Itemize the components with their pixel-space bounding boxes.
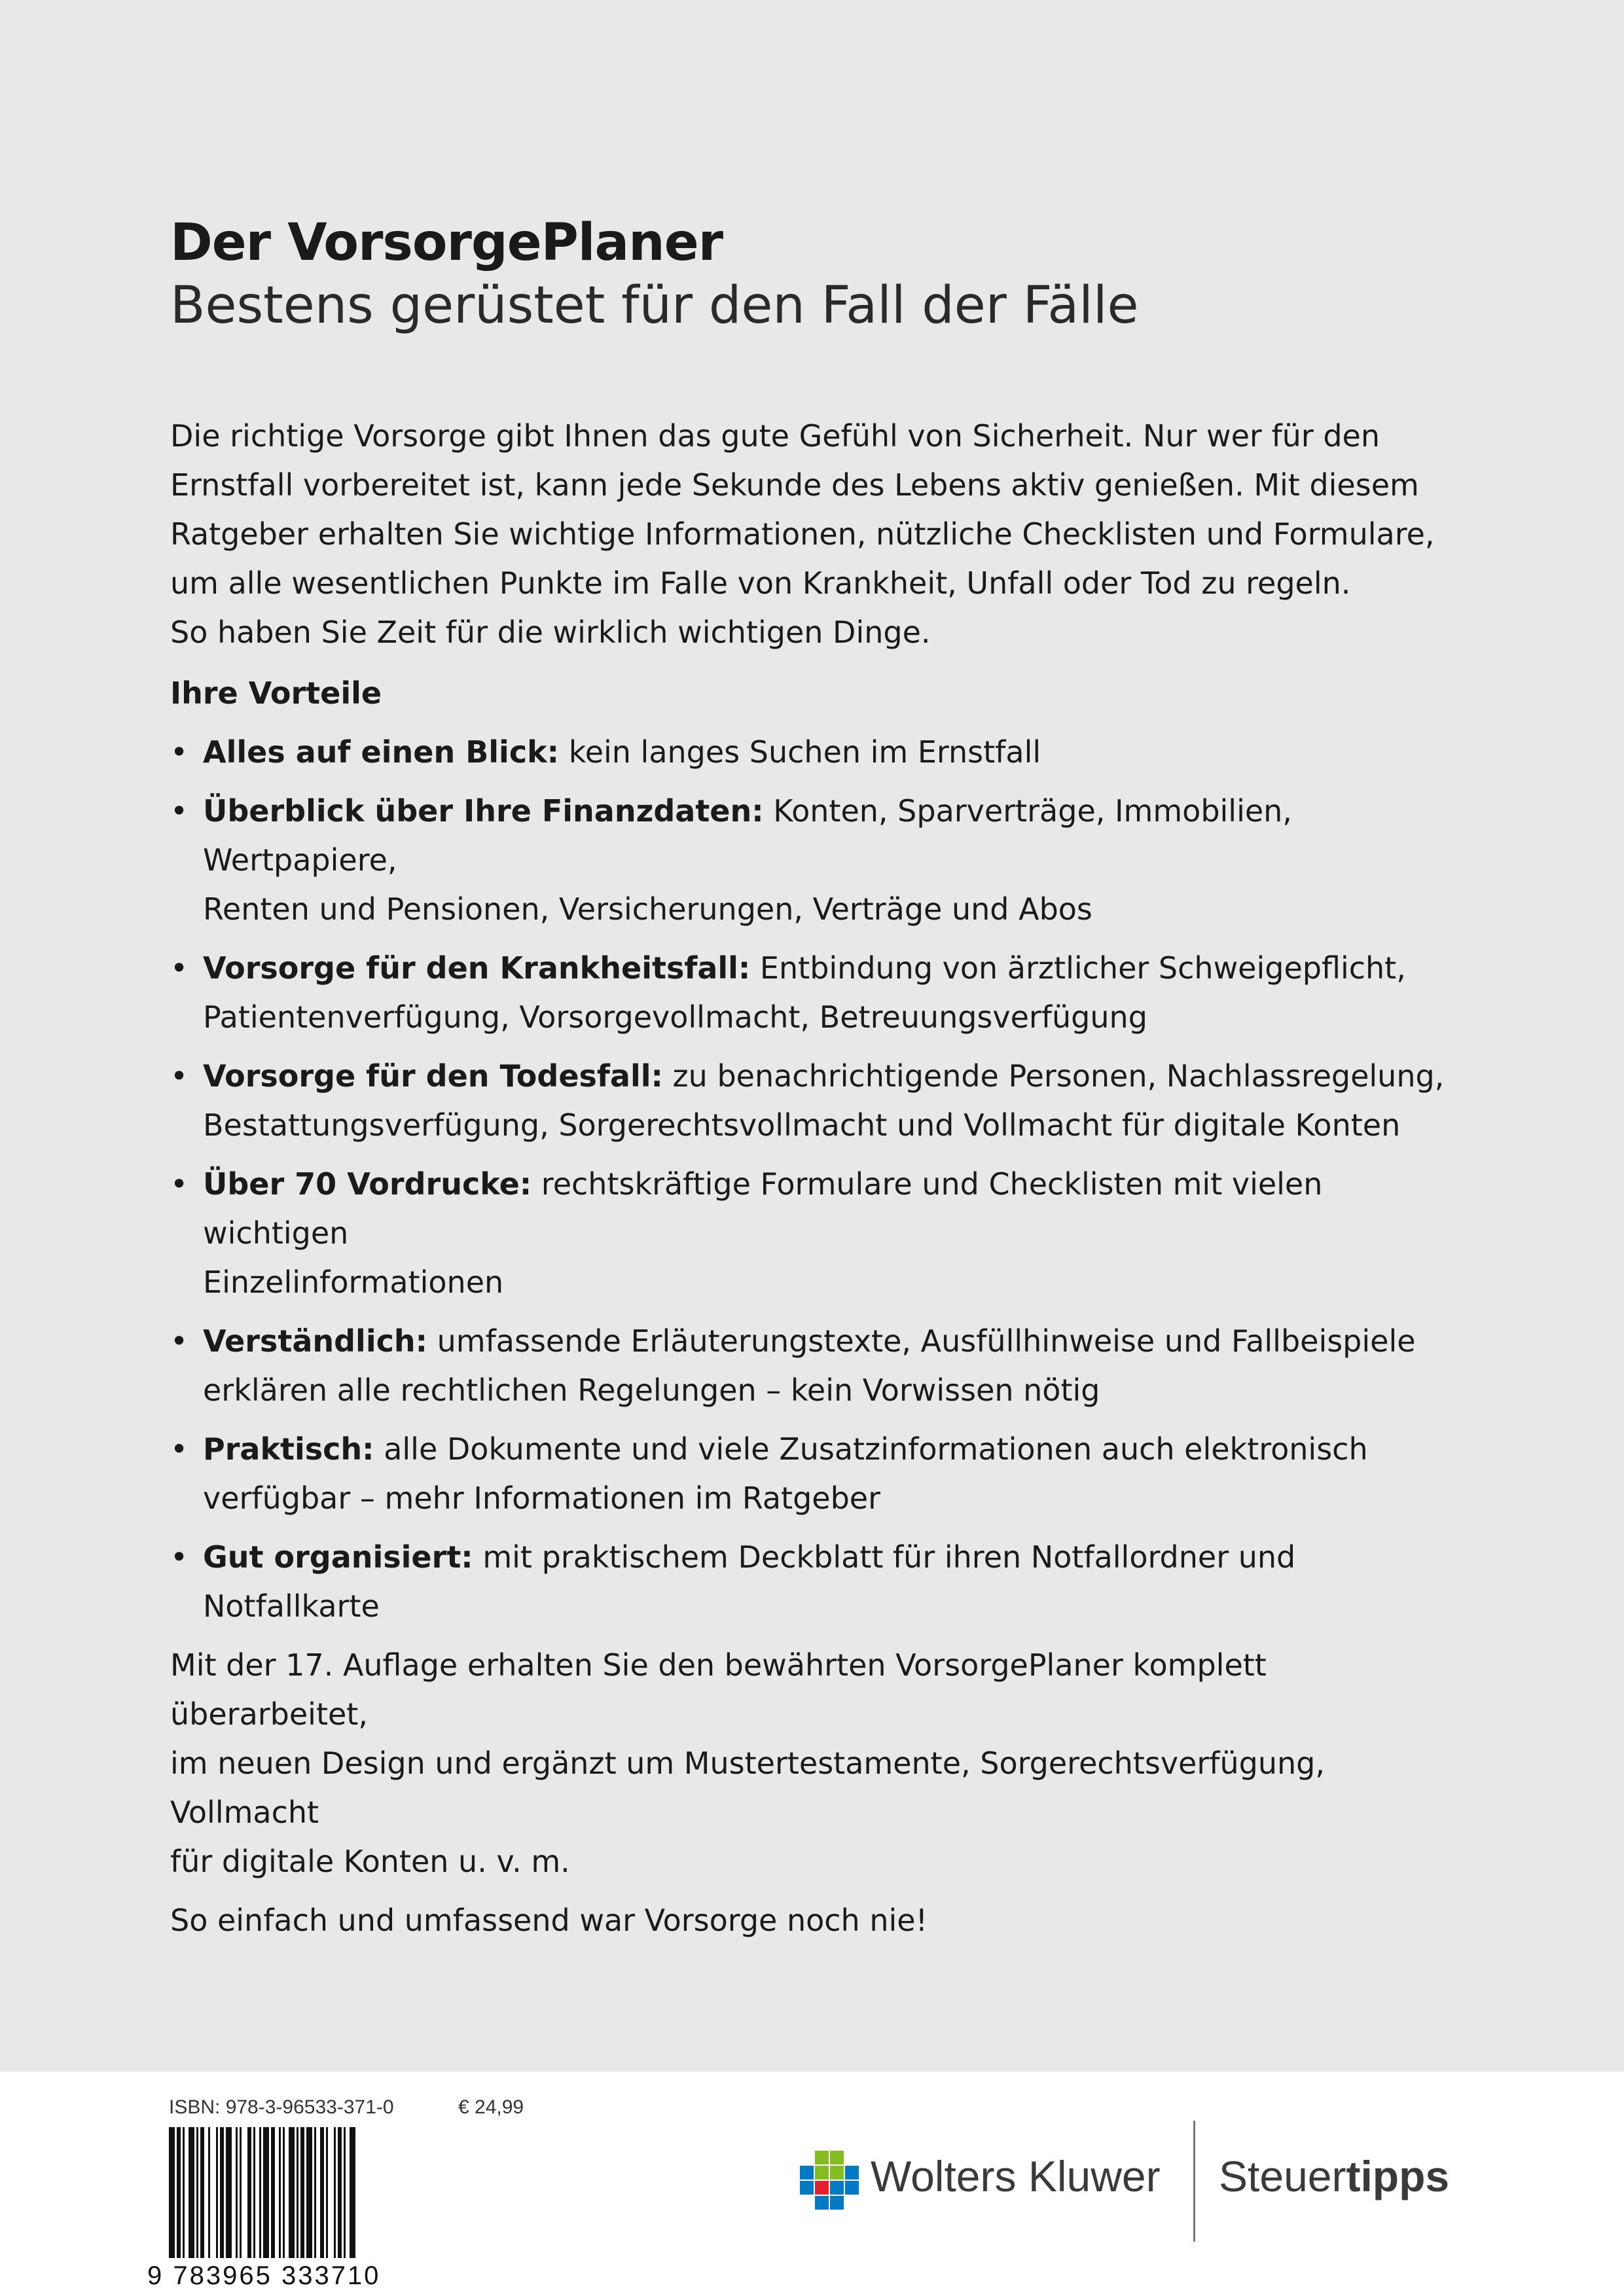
bullet-icon: • (170, 1166, 189, 1202)
brand-regular: Steuer (1219, 2152, 1346, 2200)
brand-bold: tipps (1346, 2152, 1450, 2200)
footer-divider (1193, 2121, 1195, 2242)
intro-line: Ratgeber erhalten Sie wichtige Informationen, nützliche Checklisten und Formulare, (170, 516, 1435, 552)
bullet-icon: • (170, 1058, 189, 1094)
bullet-icon: • (170, 950, 189, 986)
bullet-icon: • (170, 793, 189, 829)
list-item (170, 944, 1466, 1042)
list-item-text: rechtskräftige Formulare und Checklisten mit vielen wichtigen (203, 1166, 1323, 1251)
list-item-label: Überblick über Ihre Finanzdaten: (203, 793, 764, 829)
list-item-text: Entbindung von ärztlicher Schweigepflicht, (750, 950, 1406, 986)
page-title: Der VorsorgePlaner (170, 213, 723, 272)
list-item-label: Über 70 Vordrucke: (203, 1166, 532, 1202)
list-item (170, 1317, 1466, 1415)
list-item (170, 1533, 1466, 1631)
list-item (170, 728, 1466, 777)
bullet-icon: • (170, 1323, 189, 1359)
advantages-heading: Ihre Vorteile (170, 675, 382, 711)
list-item-text: umfassende Erläuterungstexte, Ausfüllhinweise und Fallbeispiele (427, 1323, 1416, 1359)
list-item-label: Alles auf einen Blick: (203, 734, 560, 770)
list-item-text-cont: verfügbar – mehr Informationen im Ratgeber (203, 1480, 880, 1516)
intro-paragraph (170, 412, 1466, 657)
list-item-label: Gut organisiert: (203, 1539, 473, 1575)
brand-name (1219, 2151, 1449, 2201)
bullet-icon: • (170, 1431, 189, 1467)
page-subtitle: Bestens gerüstet für den Fall der Fälle (170, 276, 1139, 335)
price-label: € 24,99 (458, 2096, 524, 2118)
list-item-text-cont: erklären alle rechtlichen Regelungen – kein Vorwissen nötig (203, 1372, 1100, 1408)
list-item-text-cont: Patientenverfügung, Vorsorgevollmacht, Betreuungsverfügung (203, 999, 1147, 1035)
closing-line: für digitale Konten u. v. m. (170, 1844, 570, 1880)
list-item-text-cont: Renten und Pensionen, Versicherungen, Verträge und Abos (203, 891, 1092, 927)
closing-line: Mit der 17. Auflage erhalten Sie den bewährten VorsorgePlaner komplett überarbeitet, (170, 1647, 1267, 1732)
list-item-label: Vorsorge für den Todesfall: (203, 1058, 663, 1094)
list-item-text: alle Dokumente und viele Zusatzinformationen auch elektronisch (374, 1431, 1368, 1467)
closing-paragraph (170, 1641, 1466, 1886)
list-item (170, 787, 1466, 934)
list-item-text: zu benachrichtigende Personen, Nachlassregelung, (662, 1058, 1445, 1094)
list-item-text: mit praktischem Deckblatt für ihren Notfallordner und Notfallkarte (203, 1539, 1296, 1624)
intro-line: um alle wesentlichen Punkte im Falle von Krankheit, Unfall oder Tod zu regeln. (170, 565, 1351, 601)
closing-tagline: So einfach und umfassend war Vorsorge noch nie! (170, 1903, 928, 1939)
intro-line: Ernstfall vorbereitet ist, kann jede Sekunde des Lebens aktiv genießen. Mit diesem (170, 467, 1419, 503)
intro-line: So haben Sie Zeit für die wirklich wichtigen Dinge. (170, 615, 931, 651)
bullet-icon: • (170, 734, 189, 770)
back-cover-content (170, 213, 1466, 1955)
list-item-label: Vorsorge für den Krankheitsfall: (203, 950, 751, 986)
list-item-label: Verständlich: (203, 1323, 428, 1359)
list-item (170, 1425, 1466, 1523)
list-item-text-cont: Bestattungsverfügung, Sorgerechtsvollmacht und Vollmacht für digitale Konten (203, 1107, 1401, 1143)
list-item-text: kein langes Suchen im Ernstfall (559, 734, 1041, 770)
barcode-icon (169, 2127, 412, 2258)
publisher-name: Wolters Kluwer (871, 2152, 1161, 2200)
list-item (170, 1160, 1466, 1307)
list-item-text: Konten, Sparverträge, Immobilien, Wertpapiere, (203, 793, 1292, 878)
list-item (170, 1052, 1466, 1150)
list-item-label: Praktisch: (203, 1431, 374, 1467)
advantages-list (170, 728, 1466, 1631)
isbn-label: ISBN: 978-3-96533-371-0 (169, 2096, 394, 2118)
closing-line: im neuen Design und ergänzt um Mustertestamente, Sorgerechtsverfügung, Vollmacht (170, 1746, 1325, 1831)
wolters-kluwer-logo-icon (797, 2148, 863, 2214)
list-item-text-cont: Einzelinformationen (203, 1265, 504, 1300)
intro-line: Die richtige Vorsorge gibt Ihnen das gute Gefühl von Sicherheit. Nur wer für den (170, 418, 1380, 454)
bullet-icon: • (170, 1539, 189, 1575)
barcode-digits: 9 783965 333710 (147, 2261, 381, 2290)
footer-bar (0, 2072, 1624, 2296)
